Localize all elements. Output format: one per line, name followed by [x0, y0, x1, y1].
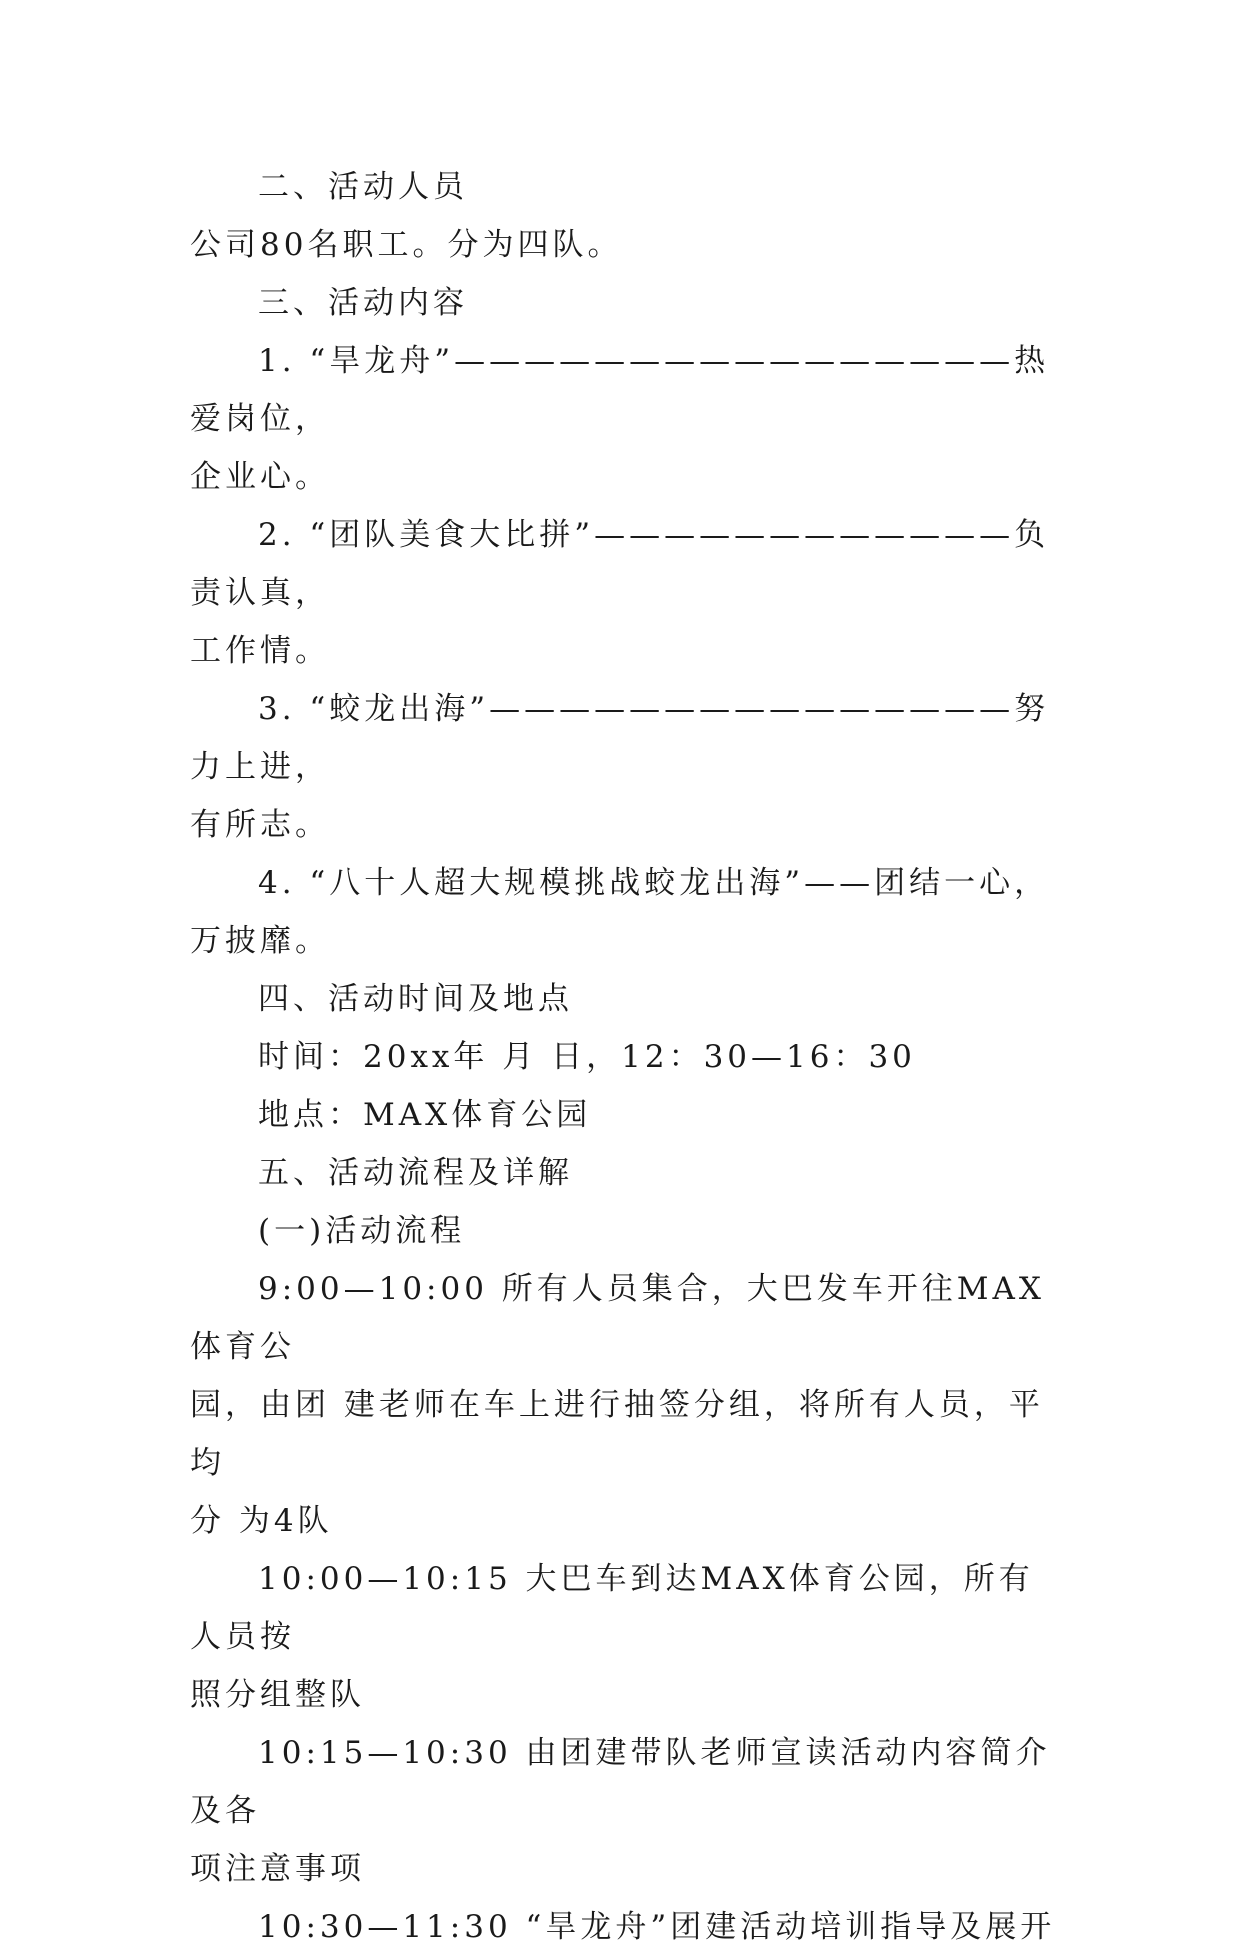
time-line: 时间：20xx年 月 日，12：30—16：30 — [258, 1039, 916, 1075]
list-item-2-continued: 工作情。 — [190, 633, 330, 669]
location-line: 地点：MAX体育公园 — [258, 1097, 592, 1133]
schedule-item-2: 10:00—10:15 大巴车到达MAX体育公园，所有人员按 — [190, 1561, 1034, 1655]
schedule-item-1-continued: 园，由团 建老师在车上进行抽签分组，将所有人员，平均 — [190, 1387, 1044, 1481]
list-item-1: 1. “旱龙舟”————————————————热爱岗位， — [190, 343, 1050, 437]
schedule-item-4: 10:30—11:30 “旱龙舟”团建活动培训指导及展开 — [258, 1909, 1056, 1945]
section-heading-participants: 二、活动人员 — [258, 169, 468, 205]
section-heading-content: 三、活动内容 — [258, 285, 468, 321]
list-item-3-continued: 有所志。 — [190, 807, 330, 843]
list-item-4: 4. “八十人超大规模挑战蛟龙出海”——团结一心， — [258, 865, 1050, 901]
list-item-2: 2. “团队美食大比拼”————————————负责认真， — [190, 517, 1050, 611]
section-heading-time-location: 四、活动时间及地点 — [258, 981, 573, 1017]
schedule-item-1-continued: 分 为4队 — [190, 1503, 333, 1539]
schedule-item-3-continued: 项注意事项 — [190, 1851, 365, 1887]
document-body — [190, 158, 1060, 1956]
subsection-heading-process: (一)活动流程 — [258, 1213, 466, 1249]
paragraph-line: 公司80名职工。分为四队。 — [190, 227, 623, 263]
schedule-item-3: 10:15—10:30 由团建带队老师宣读活动内容简介及各 — [190, 1735, 1051, 1829]
list-item-1-continued: 企业心。 — [190, 459, 330, 495]
schedule-item-2-continued: 照分组整队 — [190, 1677, 365, 1713]
schedule-item-1: 9:00—10:00 所有人员集合，大巴发车开往MAX体育公 — [190, 1271, 1046, 1365]
list-item-4-continued: 万披靡。 — [190, 923, 330, 959]
list-item-3: 3. “蛟龙出海”———————————————努力上进， — [190, 691, 1050, 785]
section-heading-process: 五、活动流程及详解 — [258, 1155, 573, 1191]
